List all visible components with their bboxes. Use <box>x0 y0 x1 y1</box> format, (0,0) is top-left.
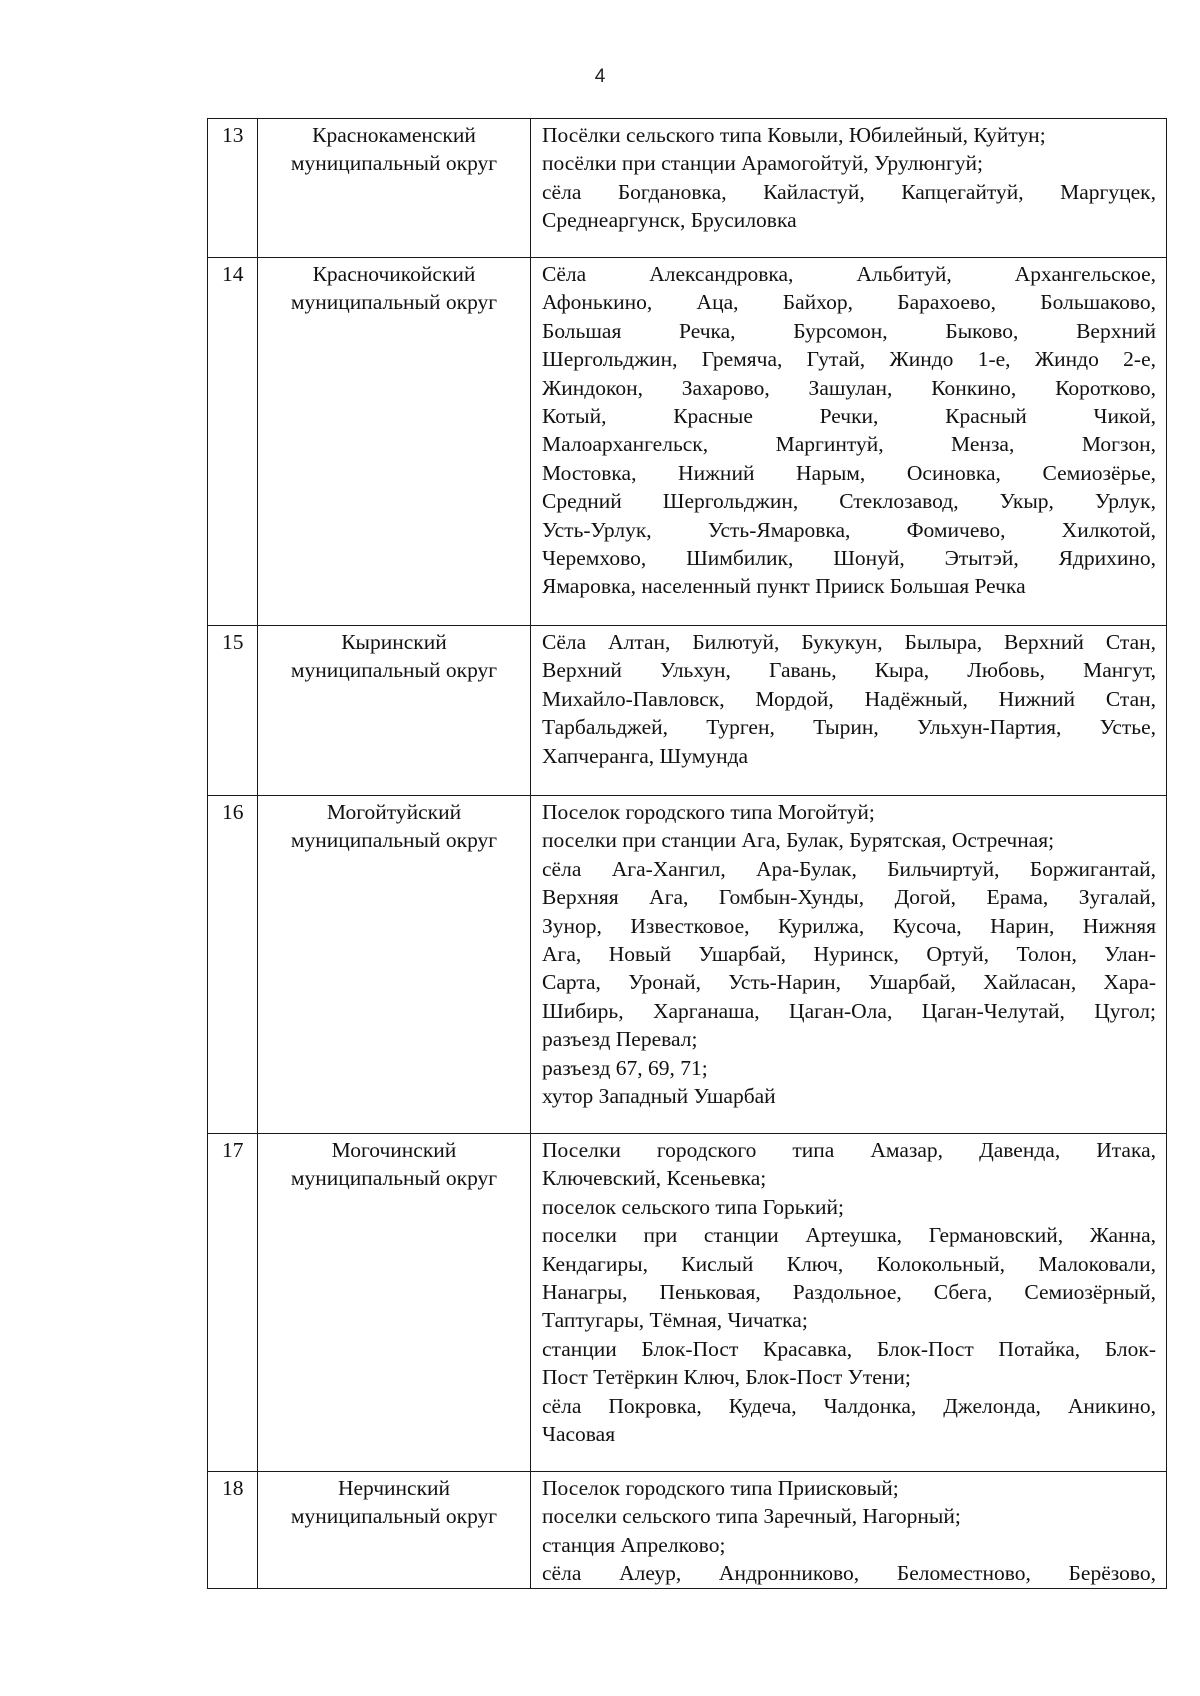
settlements-line: Афонькино, Аца, Байхор, Барахоево, Большаково, <box>542 290 1156 315</box>
settlements-line: сёла Богдановка, Кайластуй, Капцегайтуй, Маргуцек, <box>542 179 1156 204</box>
district-name-line: Могойтуйский <box>326 800 462 824</box>
district-name <box>258 1472 531 1589</box>
table-body <box>208 119 1167 1589</box>
settlements-line: Черемхово, Шимбилик, Шонуй, Этытэй, Ядрихино, <box>542 546 1156 571</box>
settlements-line: Сёла Алтан, Билютуй, Букукун, Былыра, Верхний Стан, <box>542 630 1156 654</box>
district-name <box>258 796 531 1134</box>
settlements-line: Поселок городского типа Приисковый; <box>542 1476 899 1500</box>
settlements-line: поселки при станции Ага, Булак, Бурятская, Остречная; <box>542 828 1055 853</box>
page-number: 4 <box>594 66 606 87</box>
settlements-line: Мостовка, Нижний Нарым, Осиновка, Семиозёрье, <box>542 460 1156 485</box>
settlements-line: поселок сельского типа Горький; <box>542 1194 844 1219</box>
row-number: 14 <box>208 258 258 626</box>
settlements-line: Шергольджин, Гремяча, Гутай, Жиндо 1-е, Жиндо 2-е, <box>542 347 1156 372</box>
settlements-line: сёла Ага-Хангил, Ара-Булак, Бильчиртуй, Боржигантай, <box>542 856 1156 881</box>
settlements-line: Сёла Александровка, Альбитуй, Архангельское, <box>542 262 1156 286</box>
settlements-list <box>531 1472 1167 1589</box>
settlements-line: Таптугары, Тёмная, Чичатка; <box>542 1308 808 1333</box>
district-name <box>258 1134 531 1472</box>
settlements-line: Верхняя Ага, Гомбын-Хунды, Догой, Ерама, Зугалай, <box>542 885 1156 910</box>
settlements-line: посёлки при станции Арамогойтуй, Урулюнгуй; <box>542 151 983 176</box>
district-name-line: Могочинский <box>331 1138 457 1162</box>
settlements-line: хутор Западный Ушарбай <box>542 1084 776 1109</box>
settlements-list <box>531 626 1167 796</box>
settlements-line: Верхний Ульхун, Гавань, Кыра, Любовь, Мангут, <box>542 658 1156 683</box>
row-number: 18 <box>208 1472 258 1589</box>
settlements-line: Котый, Красные Речки, Красный Чикой, <box>542 404 1156 429</box>
settlements-line: Часовая <box>542 1422 616 1447</box>
settlements-line: Ключевский, Ксеньевка; <box>542 1166 767 1191</box>
settlements-list <box>531 258 1167 626</box>
row-number: 17 <box>208 1134 258 1472</box>
settlements-table <box>207 118 1167 1589</box>
table-row <box>208 258 1167 626</box>
settlements-line: разъезд Перевал; <box>542 1027 698 1052</box>
settlements-line: Тарбальджей, Турген, Тырин, Ульхун-Партия, Устье, <box>542 715 1156 740</box>
settlements-line: Пост Тетёркин Ключ, Блок-Пост Утени; <box>542 1365 911 1390</box>
settlements-line: Нанагры, Пеньковая, Раздольное, Сбега, Семиозёрный, <box>542 1280 1156 1305</box>
settlements-line: станции Блок-Пост Красавка, Блок-Пост Потайка, Блок- <box>542 1336 1156 1361</box>
settlements-list <box>531 119 1167 258</box>
district-name-line: Краснокаменский <box>312 123 476 147</box>
district-name <box>258 626 531 796</box>
settlements-line: Среднеаргунск, Брусиловка <box>542 208 797 233</box>
table-row <box>208 1134 1167 1472</box>
district-name-line: Нерчинский <box>337 1476 451 1500</box>
settlements-list <box>531 1134 1167 1472</box>
district-name-line: Кыринский <box>341 630 447 654</box>
settlements-line: Малоархангельск, Маргинтуй, Менза, Могзон, <box>542 432 1156 457</box>
settlements-line: разъезд 67, 69, 71; <box>542 1055 708 1080</box>
settlements-line: сёла Покровка, Кудеча, Чалдонка, Джелонда, Аникино, <box>542 1393 1156 1418</box>
row-number: 16 <box>208 796 258 1134</box>
table-row <box>208 626 1167 796</box>
settlements-line: Поселок городского типа Могойтуй; <box>542 800 875 824</box>
settlements-line: Усть-Урлук, Усть-Ямаровка, Фомичево, Хилкотой, <box>542 517 1156 542</box>
settlements-line: Хапчеранга, Шумунда <box>542 743 749 768</box>
settlements-line: Поселки городского типа Амазар, Давенда, Итака, <box>542 1138 1156 1162</box>
settlements-line: поселки сельского типа Заречный, Нагорный; <box>542 1504 961 1529</box>
district-type-line: муниципальный округ <box>290 1504 498 1529</box>
settlements-line: Жиндокон, Захарово, Зашулан, Конкино, Коротково, <box>542 375 1156 400</box>
settlements-line: Посёлки сельского типа Ковыли, Юбилейный, Куйтун; <box>542 123 1046 147</box>
settlements-list <box>531 796 1167 1134</box>
district-type-line: муниципальный округ <box>290 151 498 176</box>
settlements-line: станция Апрелково; <box>542 1532 726 1557</box>
settlements-line: Ага, Новый Ушарбай, Нуринск, Ортуй, Толон, Улан- <box>542 942 1156 967</box>
row-number: 13 <box>208 119 258 258</box>
settlements-line: Средний Шергольджин, Стеклозавод, Укыр, Урлук, <box>542 489 1156 514</box>
settlements-line: Кендагиры, Кислый Ключ, Колокольный, Малоковали, <box>542 1251 1156 1276</box>
district-type-line: муниципальный округ <box>290 290 498 315</box>
settlements-line: Ямаровка, населенный пункт Прииск Большая Речка <box>542 574 1026 599</box>
settlements-line: Михайло-Павловск, Мордой, Надёжный, Нижний Стан, <box>542 686 1156 711</box>
district-name <box>258 119 531 258</box>
table-row <box>208 119 1167 258</box>
settlements-line: Сарта, Уронай, Усть-Нарин, Ушарбай, Хайласан, Хара- <box>542 970 1156 995</box>
row-number: 15 <box>208 626 258 796</box>
settlements-line: Шибирь, Харганаша, Цаган-Ола, Цаган-Челутай, Цугол; <box>542 998 1156 1023</box>
settlements-line: сёла Алеур, Андронниково, Беломестново, Берёзово, <box>542 1561 1156 1586</box>
settlements-line: поселки при станции Артеушка, Германовский, Жанна, <box>542 1223 1156 1248</box>
district-name-line: Красночикойский <box>312 262 476 286</box>
table-row <box>208 796 1167 1134</box>
district-type-line: муниципальный округ <box>290 658 498 683</box>
district-type-line: муниципальный округ <box>290 828 498 853</box>
table-row <box>208 1472 1167 1589</box>
district-type-line: муниципальный округ <box>290 1166 498 1191</box>
settlements-line: Большая Речка, Бурсомон, Быково, Верхний <box>542 318 1156 343</box>
district-name <box>258 258 531 626</box>
settlements-line: Зунор, Известковое, Курилжа, Кусоча, Нарин, Нижняя <box>542 913 1156 938</box>
